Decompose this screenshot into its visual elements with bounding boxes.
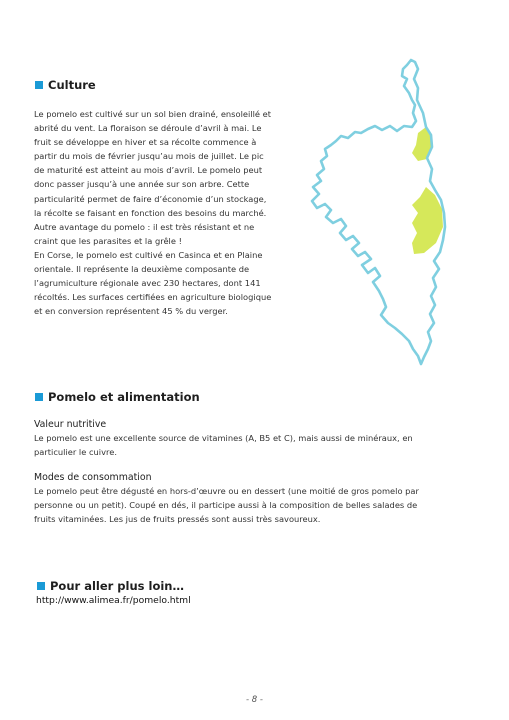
culture-line: orientale. Il représente la deuxième composante de (34, 264, 250, 275)
modes-consommation-title: Modes de consommation (34, 472, 152, 483)
culture-heading (35, 78, 96, 92)
modes-line: fruits vitaminées. Les jus de fruits pressés sont aussi très savoureux. (34, 514, 321, 525)
culture-line: récoltés. Les surfaces certifiées en agriculture biologique (34, 292, 272, 303)
culture-line: fruit se développe en hiver et sa récolte commence à (34, 137, 257, 148)
valeur-nutritive-title: Valeur nutritive (34, 419, 107, 430)
culture-line: abrité du vent. La floraison se déroule d’avril à mai. Le (34, 123, 262, 134)
modes-consommation-paragraph (34, 484, 440, 526)
culture-line: Le pomelo est cultivé sur un sol bien drainé, ensoleillé et (34, 109, 272, 119)
valeur-line: Le pomelo est une excellente source de vitamines (A, B5 et C), mais aussi de minéraux, en (34, 433, 413, 443)
nutrition-heading (35, 390, 200, 404)
nutrition-heading-text: Pomelo et alimentation (48, 390, 200, 404)
culture-line: partir du mois de février jusqu’au mois de juillet. Le pic (34, 151, 264, 162)
modes-line: Le pomelo peut être dégusté en hors-d’œuvre ou en dessert (une moitié de gros pomelo par (34, 486, 419, 496)
heading-bullet-icon (37, 582, 45, 590)
page-number: - 8 - (246, 695, 263, 705)
modes-line: personne ou un petit). Coupé en dés, il participe aussi à la composition de belles salades de (34, 500, 418, 511)
culture-line: la récolte se faisant en fonction des besoins du marché. (34, 207, 267, 218)
heading-bullet-icon (35, 393, 43, 401)
more-heading-text: Pour aller plus loin… (50, 579, 184, 593)
culture-line: craint que les parasites et la grêle ! (34, 235, 182, 246)
valeur-nutritive-paragraph (34, 431, 440, 459)
culture-line: Autre avantage du pomelo : il est très résistant et ne (34, 221, 255, 232)
culture-line: l’agrumiculture régionale avec 230 hectares, dont 141 (34, 278, 261, 289)
valeur-line: particulier le cuivre. (34, 447, 117, 458)
more-info-link[interactable]: http://www.alimea.fr/pomelo.html (36, 595, 191, 606)
culture-line: En Corse, le pomelo est cultivé en Casinca et en Plaine (34, 249, 263, 260)
culture-line: particularité permet de faire d’économie d’un stockage, (34, 193, 267, 204)
heading-bullet-icon (35, 81, 43, 89)
culture-heading-text: Culture (48, 78, 96, 92)
culture-line: de maturité est atteint au mois d’avril. Le pomelo peut (34, 165, 263, 176)
more-heading (37, 579, 184, 593)
culture-paragraph (34, 107, 272, 318)
culture-line: et en conversion représentent 45 % du verger. (34, 306, 228, 317)
culture-line: donc passer jusqu’à une année sur son arbre. Cette (34, 179, 250, 190)
corsica-map (300, 55, 460, 375)
